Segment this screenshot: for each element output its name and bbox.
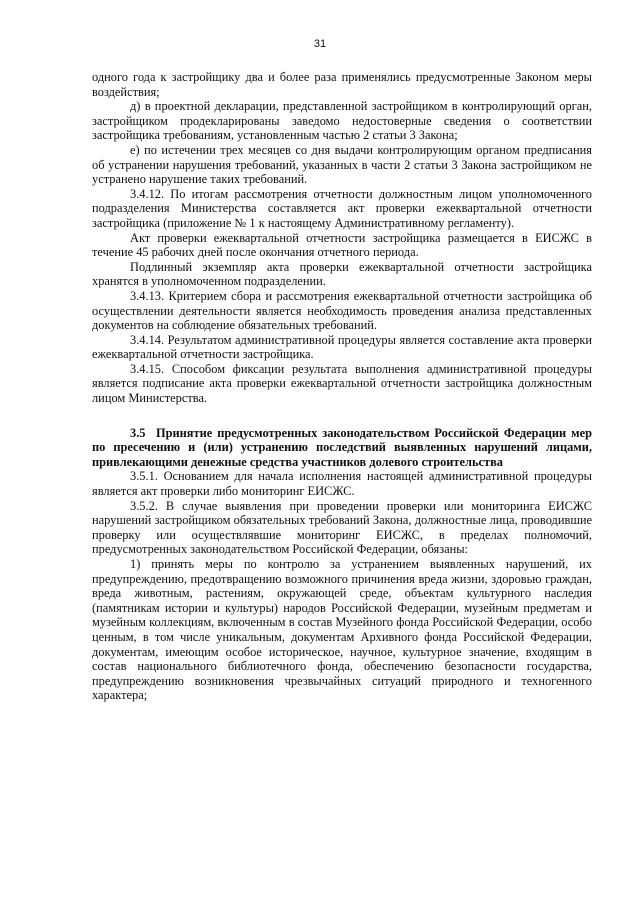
paragraph: 3.5.1. Основанием для начала исполнения настоящей административной процедуры является акт проверки либо мониторинг ЕИСЖС.	[92, 469, 592, 499]
paragraph: 1) принять меры по контролю за устранением выявленных нарушений, их предупреждению, предотвращению возможного причинения вреда жизни, здоровью граждан, вреда животным, растениям, окружающей среде, объектам культурного наследия (памятникам истории и культуры) народов Российской Федерации, музейным предметам и музейным коллекциям, включенным в состав Музейного фонда Российской Федерации, особо ценным, в том числе уникальным, документам Архивного фонда Российской Федерации, документам, имеющим особое историческое, научное, культурное значение, входящим в состав национального библиотечного фонда, обеспечению безопасности государства, предупреждению возникновения чрезвычайных ситуаций природного и техногенного характера;	[92, 557, 592, 703]
paragraph: 3.4.13. Критерием сбора и рассмотрения ежеквартальной отчетности застройщика об осуществлении деятельности является необходимость проведения анализа представленных документов на соблюдение обязательных требований.	[92, 288, 592, 333]
paragraph: 3.4.14. Результатом административной процедуры является составление акта проверки ежеквартальной отчетности застройщика.	[92, 332, 592, 362]
section-heading	[92, 426, 592, 470]
paragraphs-before	[92, 70, 592, 406]
section-gap	[92, 406, 592, 426]
paragraph: 3.4.12. По итогам рассмотрения отчетности должностным лицом уполномоченного подразделения Министерства составляется акт проверки ежеквартальной отчетности застройщика (приложение № 1 к настоящему Административному регламенту).	[92, 186, 592, 230]
paragraph: д) в проектной декларации, представленной застройщиком в контролирующий орган, застройщиком продекларированы заведомо недостоверные сведения о соответствии застройщика требованиям, установленным частью 2 статьи 3 Закона;	[92, 99, 592, 143]
paragraph: 3.4.15. Способом фиксации результата выполнения административной процедуры является подписание акта проверки ежеквартальной отчетности застройщика должностным лицом Министерства.	[92, 361, 592, 406]
paragraph: 3.5.2. В случае выявления при проведении проверки или мониторинга ЕИСЖС нарушений застройщиком обязательных требований Закона, должностные лица, проводившие проверку или осуществлявшие мониторинг ЕИСЖС, в пределах полномочий, предусмотренных законодательством Российской Федерации, обязаны:	[92, 498, 592, 557]
page-number: 31	[313, 38, 327, 50]
paragraph: е) по истечении трех месяцев со дня выдачи контролирующим органом предписания об устранении нарушения требований, указанных в части 2 статьи 3 Закона застройщиком не устранено нарушение таких требований.	[92, 142, 592, 187]
paragraphs-after	[92, 469, 592, 703]
section-title: Принятие предусмотренных законодательством Российской Федерации мер по пресечению и (или) устранению последствий выявленных нарушений лицами, привлекающими денежные средства участников долевого строительства	[92, 425, 592, 469]
section-number: 3.5	[130, 425, 146, 440]
document-body	[92, 70, 592, 703]
paragraph: Акт проверки ежеквартальной отчетности застройщика размещается в ЕИСЖС в течение 45 рабочих дней после окончания отчетного периода.	[92, 230, 592, 260]
paragraph: Подлинный экземпляр акта проверки ежеквартальной отчетности застройщика хранятся в уполномоченном подразделении.	[92, 259, 592, 289]
paragraph: одного года к застройщику два и более раза применялись предусмотренные Законом меры воздействия;	[92, 70, 592, 99]
